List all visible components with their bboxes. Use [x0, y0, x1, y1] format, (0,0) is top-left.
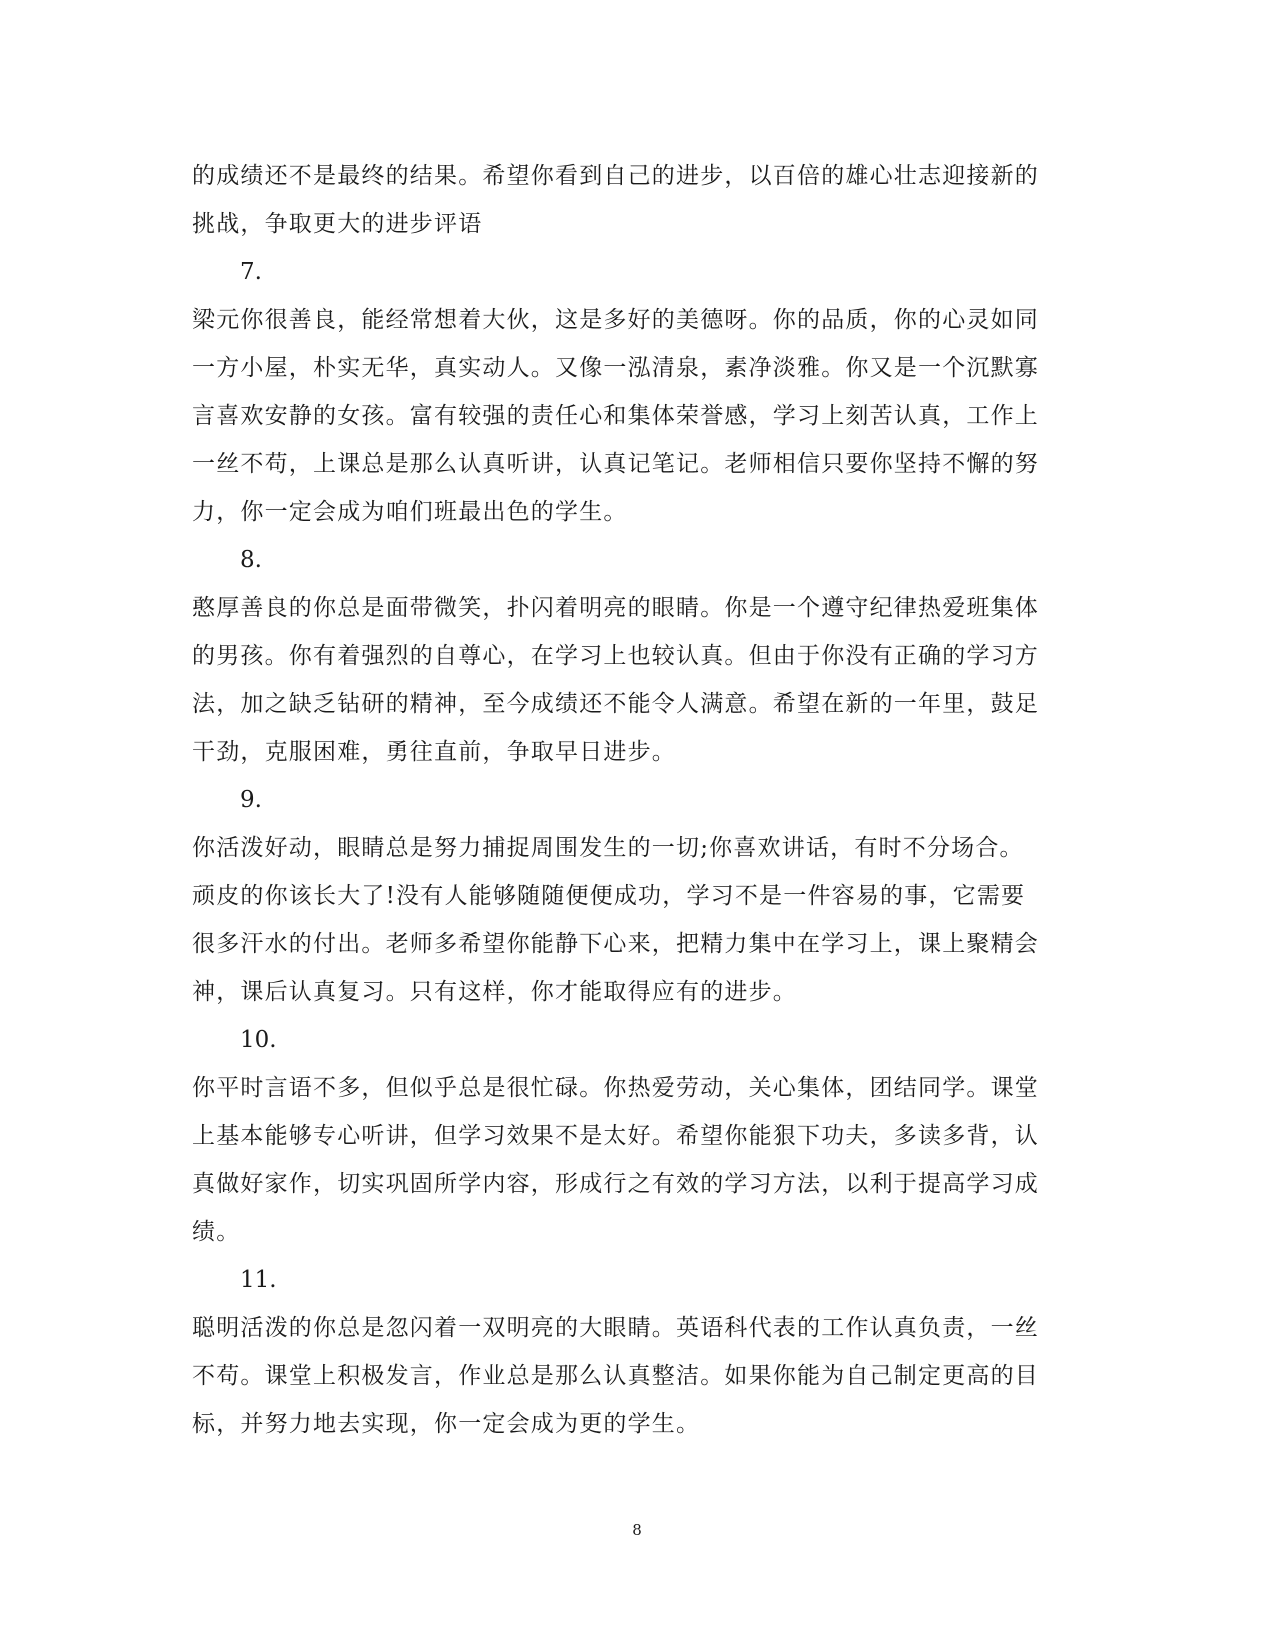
text-line: 法，加之缺乏钻研的精神，至今成绩还不能令人满意。希望在新的一年里，鼓足	[192, 691, 1039, 717]
text-line: 言喜欢安静的女孩。富有较强的责任心和集体荣誉感，学习上刻苦认真，工作上	[192, 403, 1039, 429]
item-number: 11.	[240, 1267, 277, 1293]
text-line: 一方小屋，朴实无华，真实动人。又像一泓清泉，素净淡雅。你又是一个沉默寡	[192, 355, 1039, 381]
item-number: 8.	[240, 547, 262, 573]
text-line: 一丝不苟，上课总是那么认真听讲，认真记笔记。老师相信只要你坚持不懈的努	[192, 451, 1039, 477]
item-number: 9.	[240, 787, 262, 813]
item-number: 10.	[240, 1027, 277, 1053]
page-number: 8	[632, 1521, 642, 1539]
item-number: 7.	[240, 259, 262, 285]
text-line: 你平时言语不多，但似乎总是很忙碌。你热爱劳动，关心集体，团结同学。课堂	[192, 1075, 1039, 1101]
text-line: 憨厚善良的你总是面带微笑，扑闪着明亮的眼睛。你是一个遵守纪律热爱班集体	[192, 595, 1039, 621]
document-body	[192, 152, 1072, 1448]
text-line: 你活泼好动，眼睛总是努力捕捉周围发生的一切;你喜欢讲话，有时不分场合。	[192, 835, 1024, 861]
text-line: 挑战，争取更大的进步评语	[192, 211, 483, 237]
text-line: 真做好家作，切实巩固所学内容，形成行之有效的学习方法，以利于提高学习成	[192, 1171, 1039, 1197]
text-line: 不苟。课堂上积极发言，作业总是那么认真整洁。如果你能为自己制定更高的目	[192, 1363, 1039, 1389]
text-line: 神，课后认真复习。只有这样，你才能取得应有的进步。	[192, 979, 797, 1005]
text-line: 力，你一定会成为咱们班最出色的学生。	[192, 499, 628, 525]
text-line: 很多汗水的付出。老师多希望你能静下心来，把精力集中在学习上，课上聚精会	[192, 931, 1039, 957]
text-line: 顽皮的你该长大了!没有人能够随随便便成功，学习不是一件容易的事，它需要	[192, 883, 1026, 909]
text-line: 绩。	[192, 1219, 241, 1245]
text-line: 梁元你很善良，能经常想着大伙，这是多好的美德呀。你的品质，你的心灵如同	[192, 307, 1039, 333]
text-line: 的成绩还不是最终的结果。希望你看到自己的进步，以百倍的雄心壮志迎接新的	[192, 163, 1039, 189]
text-line: 干劲，克服困难，勇往直前，争取早日进步。	[192, 739, 676, 765]
text-line: 聪明活泼的你总是忽闪着一双明亮的大眼睛。英语科代表的工作认真负责，一丝	[192, 1315, 1039, 1341]
text-line: 的男孩。你有着强烈的自尊心，在学习上也较认真。但由于你没有正确的学习方	[192, 643, 1039, 669]
text-line: 上基本能够专心听讲，但学习效果不是太好。希望你能狠下功夫，多读多背，认	[192, 1123, 1039, 1149]
text-line: 标，并努力地去实现，你一定会成为更的学生。	[192, 1411, 701, 1437]
